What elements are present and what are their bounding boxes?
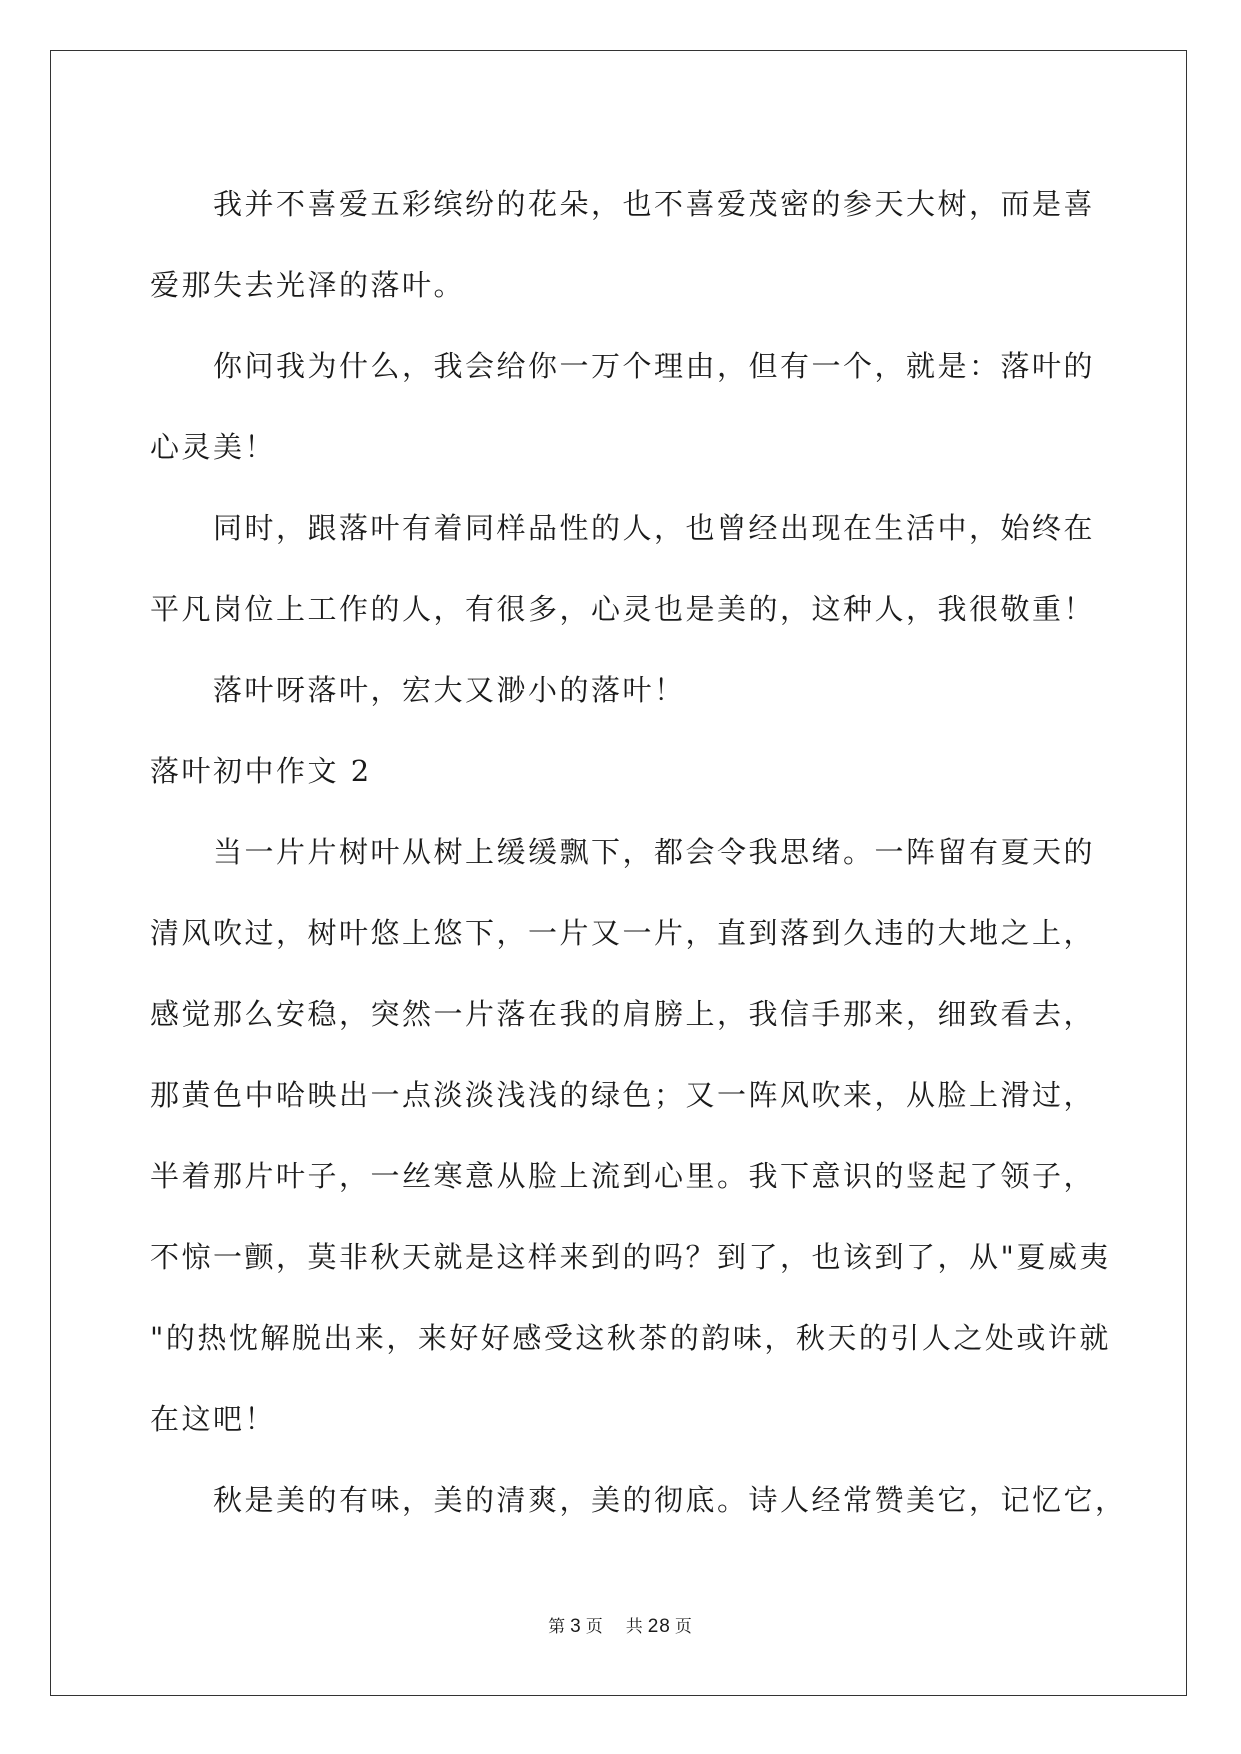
text-line: 秋是美的有味，美的清爽，美的彻底。诗人经常赞美它，记忆它，	[213, 1483, 1127, 1517]
text-line: 平凡岗位上工作的人，有很多，心灵也是美的，这种人，我很敬重！	[150, 592, 1096, 626]
heading-text: 落叶初中作文 2	[150, 754, 372, 788]
text-line: 当一片片树叶从树上缓缓飘下，都会令我思绪。一阵留有夏天的	[213, 835, 1096, 869]
text-line: 不惊一颤，莫非秋天就是这样来到的吗？到了，也该到了，从"夏威夷	[150, 1240, 1111, 1274]
paragraph	[150, 812, 1111, 1460]
text-line: 那黄色中哈映出一点淡淡浅浅的绿色；又一阵风吹来，从脸上滑过，	[150, 1078, 1096, 1112]
text-line: 同时，跟落叶有着同样品性的人，也曾经出现在生活中，始终在	[213, 511, 1096, 545]
total-suffix: 页	[674, 1617, 693, 1637]
page-suffix: 页	[585, 1617, 604, 1637]
document-body	[150, 164, 1127, 1541]
paragraph	[150, 326, 1096, 488]
total-pages: 28	[647, 1616, 671, 1637]
total-prefix: 共	[625, 1617, 644, 1637]
paragraph	[150, 164, 1096, 326]
paragraph	[150, 1460, 1127, 1541]
text-line: 心灵美！	[150, 430, 277, 464]
text-line: 在这吧！	[150, 1402, 277, 1436]
text-line: 我并不喜爱五彩缤纷的花朵，也不喜爱茂密的参天大树，而是喜	[213, 187, 1096, 221]
page-prefix: 第	[548, 1617, 567, 1637]
text-line: 半着那片叶子，一丝寒意从脸上流到心里。我下意识的竖起了领子，	[150, 1159, 1096, 1193]
page-footer	[0, 1612, 1241, 1638]
text-line: 感觉那么安稳，突然一片落在我的肩膀上，我信手那来，细致看去，	[150, 997, 1096, 1031]
paragraph	[150, 650, 1090, 731]
text-line: 清风吹过，树叶悠上悠下，一片又一片，直到落到久违的大地之上，	[150, 916, 1096, 950]
text-line: 你问我为什么，我会给你一万个理由，但有一个，就是：落叶的	[213, 349, 1096, 383]
paragraph	[150, 488, 1096, 650]
text-line: "的热忱解脱出来，来好好感受这秋茶的韵味，秋天的引人之处或许就	[150, 1321, 1111, 1355]
page-number: 3	[570, 1616, 582, 1637]
section-heading	[150, 731, 1090, 812]
text-line: 落叶呀落叶，宏大又渺小的落叶！	[213, 673, 686, 707]
text-line: 爱那失去光泽的落叶。	[150, 268, 466, 302]
